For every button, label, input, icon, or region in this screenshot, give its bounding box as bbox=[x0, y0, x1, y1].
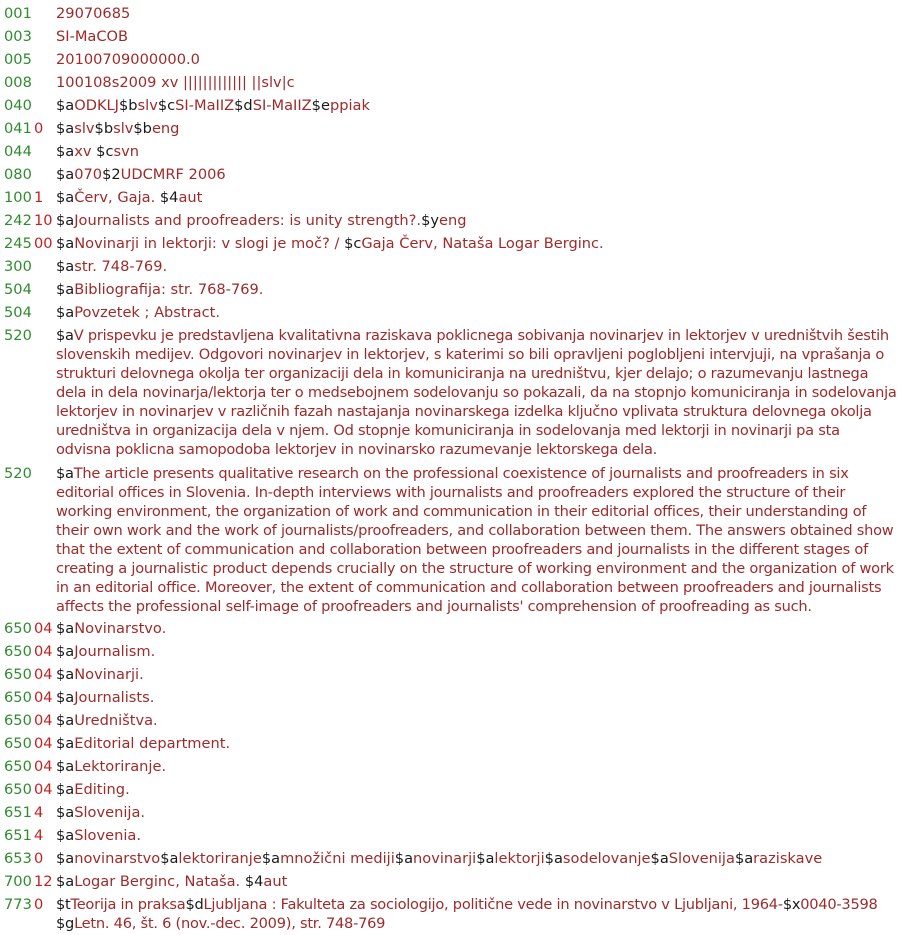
field-content bbox=[56, 619, 898, 638]
subfield-code: $a bbox=[56, 643, 75, 660]
field-tag: 242 bbox=[4, 212, 32, 229]
subfield-code: $a bbox=[56, 304, 75, 321]
subfield-code: $a bbox=[56, 873, 75, 890]
field-content bbox=[56, 895, 898, 933]
subfield-value: UDCMRF 2006 bbox=[120, 166, 226, 183]
field-indicators: 04 bbox=[34, 758, 53, 775]
subfield-value: Lektoriranje. bbox=[74, 758, 167, 775]
subfield-code: $4 bbox=[159, 189, 179, 206]
subfield-value: novinarji bbox=[413, 850, 477, 867]
field-indicators: 10 bbox=[34, 212, 53, 229]
field-tag: 520 bbox=[4, 327, 32, 344]
subfield-value: Slovenija bbox=[668, 850, 735, 867]
field-tag: 651 bbox=[4, 804, 32, 821]
field-tag: 651 bbox=[4, 827, 32, 844]
subfield-value: 29070685 bbox=[56, 5, 131, 22]
subfield-code: $c bbox=[344, 235, 362, 252]
subfield-code: $a bbox=[650, 850, 669, 867]
subfield-value: Novinarji. bbox=[74, 666, 144, 683]
field-indicators: 04 bbox=[34, 643, 53, 660]
field-tag: 650 bbox=[4, 712, 32, 729]
field-content bbox=[56, 73, 898, 92]
subfield-value: eng bbox=[151, 120, 180, 137]
subfield-code: $a bbox=[56, 712, 75, 729]
field-content bbox=[56, 757, 898, 776]
subfield-value: Novinarstvo. bbox=[74, 620, 167, 637]
field-content bbox=[56, 27, 898, 46]
field-content bbox=[56, 734, 898, 753]
subfield-value: Červ, Gaja. bbox=[74, 189, 160, 206]
subfield-code: $b bbox=[94, 120, 114, 137]
field-tag: 773 bbox=[4, 896, 32, 913]
subfield-value: lektorji bbox=[494, 850, 545, 867]
subfield-value: Ljubljana : Fakulteta za sociologijo, politične vede in novinarstvo v Ljubljani, 1964- bbox=[203, 896, 783, 913]
subfield-code: $a bbox=[160, 850, 179, 867]
field-content bbox=[56, 803, 898, 822]
field-content bbox=[56, 464, 898, 616]
field-tag: 650 bbox=[4, 666, 32, 683]
subfield-code: $b bbox=[118, 97, 138, 114]
subfield-value: xv bbox=[74, 143, 97, 160]
subfield-value: Editorial department. bbox=[74, 735, 231, 752]
subfield-value: Slovenija. bbox=[74, 804, 146, 821]
subfield-code: $a bbox=[56, 212, 75, 229]
subfield-code: $a bbox=[56, 850, 75, 867]
subfield-code: $d bbox=[234, 97, 253, 114]
field-tag: 080 bbox=[4, 166, 32, 183]
field-content bbox=[56, 257, 898, 276]
subfield-code: $c bbox=[96, 143, 114, 160]
field-tag: 700 bbox=[4, 873, 32, 890]
field-content bbox=[56, 303, 898, 322]
subfield-value: SI-MaIIZ bbox=[252, 97, 312, 114]
subfield-value: Slovenia. bbox=[74, 827, 141, 844]
field-indicators: 04 bbox=[34, 689, 53, 706]
subfield-code: $a bbox=[56, 620, 75, 637]
subfield-value: sodelovanje bbox=[562, 850, 651, 867]
subfield-code: $a bbox=[56, 235, 75, 252]
field-indicators: 4 bbox=[34, 827, 44, 844]
field-content bbox=[56, 780, 898, 799]
field-indicators: 4 bbox=[34, 804, 44, 821]
subfield-value: 100108s2009 xv ||||||||||||| ||slv|c bbox=[56, 74, 295, 91]
subfield-code: $e bbox=[311, 97, 330, 114]
subfield-code: $a bbox=[56, 758, 75, 775]
field-tag: 044 bbox=[4, 143, 32, 160]
subfield-value: 0040-3598 bbox=[800, 896, 878, 913]
subfield-code: $a bbox=[734, 850, 754, 867]
field-tag: 100 bbox=[4, 189, 32, 206]
field-content bbox=[56, 96, 898, 115]
field-content bbox=[56, 4, 898, 23]
subfield-value: ppiak bbox=[329, 97, 370, 114]
subfield-code: $a bbox=[56, 281, 75, 298]
subfield-code: $a bbox=[56, 258, 75, 275]
subfield-value: Bibliografija: str. 768-769. bbox=[74, 281, 264, 298]
field-tag: 001 bbox=[4, 5, 32, 22]
field-content bbox=[56, 688, 898, 707]
subfield-value: eng bbox=[439, 212, 467, 229]
field-tag: 005 bbox=[4, 51, 32, 68]
field-content bbox=[56, 849, 898, 868]
subfield-code: $a bbox=[56, 97, 75, 114]
subfield-value: Novinarji in lektorji: v slogi je moč? / bbox=[74, 235, 345, 252]
subfield-code: $2 bbox=[102, 166, 121, 183]
field-content bbox=[56, 826, 898, 845]
subfield-value: 070 bbox=[74, 166, 103, 183]
subfield-value: slv bbox=[74, 120, 95, 137]
field-tag: 650 bbox=[4, 735, 32, 752]
subfield-code: $a bbox=[56, 666, 75, 683]
subfield-value: The article presents qualitative research on the professional coexistence of journalists and proofreaders in six editorial offices in Slovenia. In-depth interviews with journalists and proofreaders explored the structure of their working environment, the organization of work and communication in their editorial offices, their understanding of their own work and the work of journalists/proofreaders, and collaboration between them. The answers obtained show that the extent of communication and collaboration between proofreaders and journalists in the different stages of creating a journalistic product depends crucially on the structure of working environment and the organization of work in an editorial office. Moreover, the extent of communication and collaboration between proofreaders and journalists affects the professional self-image of proofreaders and journalists' comprehension of proofreading as such. bbox=[56, 465, 894, 615]
subfield-code: $4 bbox=[244, 873, 264, 890]
field-content bbox=[56, 642, 898, 661]
subfield-code: $a bbox=[56, 143, 75, 160]
field-content bbox=[56, 234, 898, 253]
subfield-value: V prispevku je predstavljena kvalitativna raziskava poklicnega sobivanja novinarjev in lektorjev v uredništvih šestih slovenskih medijev. Odgovori novinarjev in lektorjev, s katerimi so bili opravljeni poglobljeni intervjuji, na vprašanja o strukturi delovnega okolja ter organizaciji dela in komuniciranja na uredništvu, kjer delajo; o razumevanju lastnega dela in dela novinarja/lektorja ter o medsebojnem sodelovanju so pokazali, da na stopnjo komuniciranja in sodelovanja lektorjev in novinarjev v različnih fazah nastajanja novinarskega izdelka ključno vplivata struktura delovnega okolja uredništva in organizacija dela v njem. Od stopnje komuniciranja in sodelovanja med lektorji in novinarji pa sta odvisna poklicna samopodoba lektorjev in novinarsko razumevanje lektorskega dela. bbox=[56, 327, 897, 458]
subfield-code: $a bbox=[394, 850, 414, 867]
subfield-value: Letn. 46, št. 6 (nov.-dec. 2009), str. 748-769 bbox=[74, 915, 386, 932]
subfield-value: SI-MaIIZ bbox=[175, 97, 235, 114]
subfield-value: Logar Berginc, Nataša. bbox=[74, 873, 245, 890]
subfield-value: Uredništva. bbox=[74, 712, 158, 729]
subfield-code: $b bbox=[133, 120, 152, 137]
field-content bbox=[56, 872, 898, 891]
field-indicators: 04 bbox=[34, 781, 53, 798]
subfield-code: $c bbox=[157, 97, 176, 114]
field-content bbox=[56, 711, 898, 730]
field-tag: 300 bbox=[4, 258, 32, 275]
field-indicators: 00 bbox=[34, 235, 53, 252]
subfield-value: ODKLJ bbox=[74, 97, 119, 114]
subfield-value: 20100709000000.0 bbox=[56, 51, 200, 68]
subfield-value: str. 748-769. bbox=[74, 258, 168, 275]
subfield-code: $a bbox=[56, 781, 75, 798]
subfield-value: Journalists. bbox=[74, 689, 155, 706]
subfield-code: $t bbox=[56, 896, 71, 913]
field-content bbox=[56, 119, 898, 138]
subfield-value: svn bbox=[113, 143, 139, 160]
field-tag: 650 bbox=[4, 758, 32, 775]
field-indicators: 0 bbox=[34, 120, 44, 137]
subfield-code: $a bbox=[56, 689, 75, 706]
subfield-value: slv bbox=[113, 120, 134, 137]
field-content bbox=[56, 188, 898, 207]
subfield-code: $a bbox=[56, 166, 75, 183]
subfield-value: Journalists and proofreaders: is unity strength?. bbox=[74, 212, 422, 229]
field-content bbox=[56, 142, 898, 161]
field-indicators: 04 bbox=[34, 712, 53, 729]
subfield-code: $a bbox=[56, 120, 75, 137]
field-tag: 040 bbox=[4, 97, 32, 114]
field-tag: 041 bbox=[4, 120, 32, 137]
field-tag: 653 bbox=[4, 850, 32, 867]
field-tag: 504 bbox=[4, 304, 32, 321]
subfield-code: $a bbox=[56, 804, 75, 821]
subfield-code: $x bbox=[782, 896, 801, 913]
subfield-code: $a bbox=[56, 735, 75, 752]
subfield-value: raziskave bbox=[753, 850, 823, 867]
field-content bbox=[56, 165, 898, 184]
subfield-value: novinarstvo bbox=[74, 850, 161, 867]
subfield-code: $a bbox=[56, 827, 75, 844]
subfield-code: $g bbox=[56, 915, 75, 932]
field-indicators: 04 bbox=[34, 620, 53, 637]
subfield-value: aut bbox=[263, 873, 288, 890]
field-indicators: 12 bbox=[34, 873, 53, 890]
field-content bbox=[56, 280, 898, 299]
field-indicators: 04 bbox=[34, 666, 53, 683]
field-tag: 650 bbox=[4, 689, 32, 706]
subfield-value: lektoriranje bbox=[178, 850, 262, 867]
field-tag: 650 bbox=[4, 620, 32, 637]
subfield-code: $y bbox=[421, 212, 439, 229]
field-content bbox=[56, 50, 898, 69]
subfield-value: Povzetek ; Abstract. bbox=[74, 304, 220, 321]
field-indicators: 0 bbox=[34, 896, 44, 913]
subfield-value: slv bbox=[137, 97, 158, 114]
field-tag: 650 bbox=[4, 781, 32, 798]
subfield-code: $a bbox=[261, 850, 281, 867]
field-tag: 520 bbox=[4, 465, 32, 482]
subfield-code: $a bbox=[56, 189, 75, 206]
field-tag: 008 bbox=[4, 74, 32, 91]
subfield-value: Journalism. bbox=[74, 643, 156, 660]
field-content bbox=[56, 326, 898, 459]
subfield-value: Gaja Červ, Nataša Logar Berginc. bbox=[361, 235, 604, 252]
field-content bbox=[56, 665, 898, 684]
field-indicators: 1 bbox=[34, 189, 44, 206]
subfield-code: $a bbox=[476, 850, 495, 867]
field-tag: 245 bbox=[4, 235, 32, 252]
field-indicators: 04 bbox=[34, 735, 53, 752]
subfield-code: $a bbox=[544, 850, 563, 867]
field-indicators: 0 bbox=[34, 850, 44, 867]
field-tag: 504 bbox=[4, 281, 32, 298]
subfield-value: Editing. bbox=[74, 781, 130, 798]
subfield-code: $d bbox=[185, 896, 204, 913]
field-tag: 003 bbox=[4, 28, 32, 45]
subfield-value: SI-MaCOB bbox=[56, 28, 129, 45]
field-tag: 650 bbox=[4, 643, 32, 660]
subfield-value: množični mediji bbox=[280, 850, 395, 867]
subfield-value: Teorija in praksa bbox=[70, 896, 186, 913]
subfield-code: $a bbox=[56, 327, 74, 344]
field-content bbox=[56, 211, 898, 230]
subfield-code: $a bbox=[56, 465, 74, 482]
subfield-value: aut bbox=[178, 189, 203, 206]
